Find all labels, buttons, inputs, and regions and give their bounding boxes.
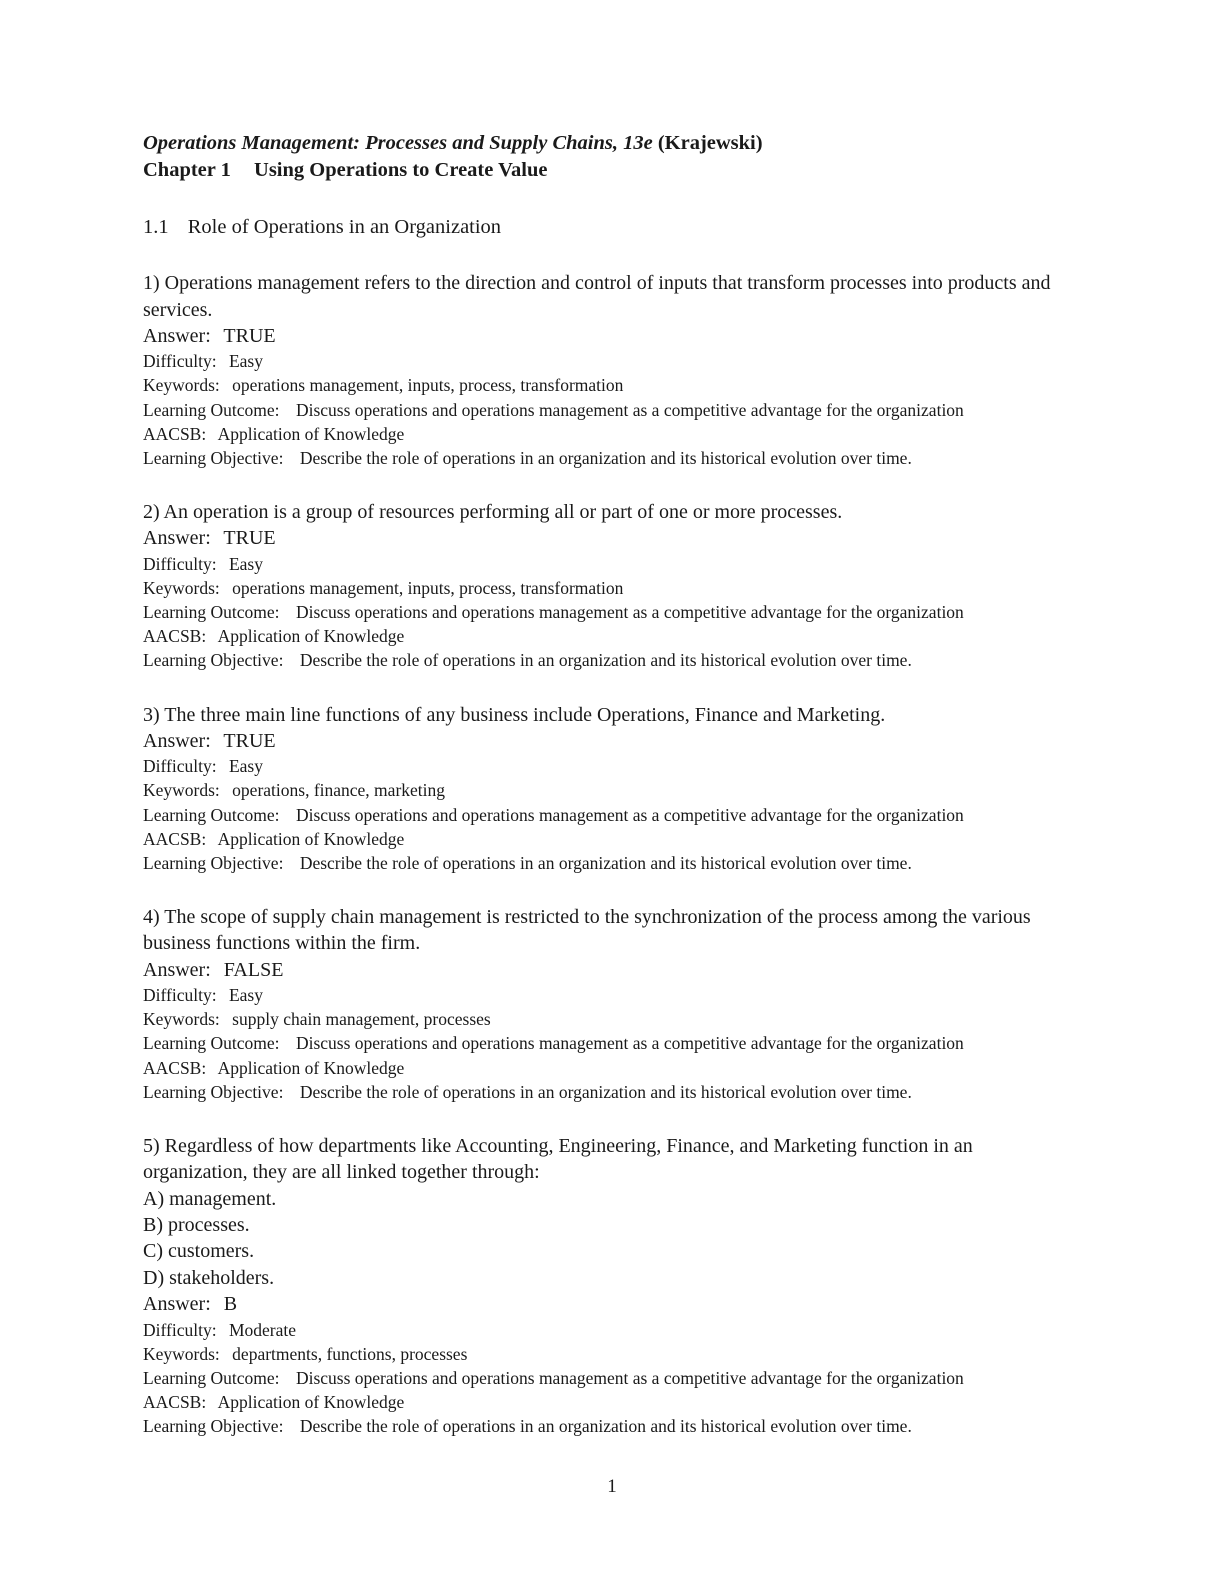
difficulty-value: Easy (228, 351, 263, 372)
learning-objective-value: Describe the role of operations in an organization and its historical evolution over time. (299, 1081, 912, 1102)
page-number: 1 (607, 1476, 617, 1497)
answer-label: Answer: (143, 324, 211, 347)
question-stem: 2) An operation is a group of resources performing all or part of one or more processes. (143, 501, 843, 524)
answer-value: FALSE (223, 958, 284, 981)
keywords-label: Keywords: (143, 1343, 220, 1364)
learning-objective-line (143, 1080, 1076, 1104)
choice-d: D) stakeholders. (143, 1266, 275, 1289)
aacsb-value: Application of Knowledge (217, 1392, 405, 1413)
answer-line (143, 323, 1076, 349)
learning-objective-line (143, 851, 1076, 875)
difficulty-line (143, 1318, 1076, 1342)
difficulty-label: Difficulty: (143, 553, 217, 574)
keywords-value: supply chain management, processes (232, 1009, 491, 1030)
aacsb-line (143, 624, 1076, 648)
learning-outcome-line (143, 1366, 1076, 1390)
question-block (143, 270, 1076, 470)
question-stem: 5) Regardless of how departments like Accounting, Engineering, Finance, and Marketing function in an organization, they are all linked together through: (143, 1134, 973, 1184)
learning-outcome-line (143, 398, 1076, 422)
aacsb-label: AACSB: (143, 1057, 207, 1078)
learning-outcome-label: Learning Outcome: (143, 399, 280, 420)
keywords-value: operations, finance, marketing (232, 780, 446, 801)
learning-objective-line (143, 446, 1076, 470)
question-stem: 1) Operations management refers to the direction and control of inputs that transform processes into products and services. (143, 272, 1051, 321)
learning-objective-label: Learning Objective: (143, 1081, 284, 1102)
section-title: Role of Operations in an Organization (187, 216, 502, 239)
difficulty-value: Easy (228, 553, 263, 574)
question-block (143, 904, 1076, 1104)
learning-objective-value: Describe the role of operations in an organization and its historical evolution over time. (299, 852, 912, 873)
aacsb-value: Application of Knowledge (217, 626, 405, 647)
choice-a: A) management. (143, 1187, 277, 1210)
choice-c: C) customers. (143, 1240, 255, 1263)
answer-line (143, 728, 1076, 754)
difficulty-line (143, 754, 1076, 778)
answer-value: TRUE (223, 324, 276, 347)
answer-line (143, 1291, 1076, 1317)
document-title-italic: Operations Management: Processes and Supply Chains, 13e (143, 132, 653, 154)
difficulty-line (143, 552, 1076, 576)
learning-outcome-value: Discuss operations and operations management as a competitive advantage for the organization (295, 804, 964, 825)
answer-line (143, 957, 1076, 983)
difficulty-label: Difficulty: (143, 1319, 217, 1340)
aacsb-line (143, 422, 1076, 446)
chapter-heading (143, 157, 1076, 184)
document-title-author: (Krajewski) (657, 132, 763, 154)
difficulty-value: Easy (228, 985, 263, 1006)
keywords-line (143, 576, 1076, 600)
answer-label: Answer: (143, 1293, 211, 1316)
difficulty-label: Difficulty: (143, 756, 217, 777)
learning-outcome-value: Discuss operations and operations management as a competitive advantage for the organization (295, 1367, 964, 1388)
learning-outcome-label: Learning Outcome: (143, 602, 280, 623)
keywords-line (143, 373, 1076, 397)
aacsb-line (143, 827, 1076, 851)
answer-label: Answer: (143, 729, 211, 752)
keywords-line (143, 1342, 1076, 1366)
section-heading (143, 214, 1076, 241)
question-stem: 3) The three main line functions of any business include Operations, Finance and Marketing. (143, 703, 886, 726)
learning-objective-label: Learning Objective: (143, 447, 284, 468)
aacsb-value: Application of Knowledge (217, 423, 405, 444)
learning-objective-value: Describe the role of operations in an organization and its historical evolution over time. (299, 650, 912, 671)
difficulty-line (143, 983, 1076, 1007)
keywords-label: Keywords: (143, 780, 220, 801)
learning-outcome-line (143, 600, 1076, 624)
answer-label: Answer: (143, 958, 211, 981)
learning-objective-line (143, 648, 1076, 672)
chapter-title: Using Operations to Create Value (254, 159, 548, 182)
chapter-number: Chapter 1 (143, 159, 231, 182)
choice-b: B) processes. (143, 1214, 250, 1237)
question-block (143, 1133, 1076, 1438)
learning-outcome-line (143, 803, 1076, 827)
answer-line (143, 525, 1076, 551)
difficulty-line (143, 349, 1076, 373)
section-number: 1.1 (143, 216, 169, 239)
learning-objective-label: Learning Objective: (143, 650, 284, 671)
learning-outcome-line (143, 1031, 1076, 1055)
keywords-label: Keywords: (143, 375, 220, 396)
keywords-value: departments, functions, processes (232, 1343, 468, 1364)
learning-outcome-value: Discuss operations and operations management as a competitive advantage for the organization (295, 399, 964, 420)
aacsb-value: Application of Knowledge (217, 1057, 405, 1078)
question-stem: 4) The scope of supply chain management is restricted to the synchronization of the process among the various business functions within the firm. (143, 905, 1031, 955)
difficulty-value: Easy (228, 756, 263, 777)
learning-outcome-value: Discuss operations and operations management as a competitive advantage for the organization (295, 1033, 964, 1054)
answer-value: TRUE (223, 729, 276, 752)
keywords-value: operations management, inputs, process, transformation (232, 375, 624, 396)
keywords-label: Keywords: (143, 1009, 220, 1030)
learning-outcome-label: Learning Outcome: (143, 804, 280, 825)
difficulty-value: Moderate (228, 1319, 296, 1340)
keywords-label: Keywords: (143, 577, 220, 598)
learning-objective-label: Learning Objective: (143, 1416, 284, 1437)
difficulty-label: Difficulty: (143, 351, 217, 372)
learning-outcome-label: Learning Outcome: (143, 1033, 280, 1054)
learning-outcome-value: Discuss operations and operations management as a competitive advantage for the organization (295, 602, 964, 623)
answer-value: B (223, 1293, 238, 1316)
learning-objective-value: Describe the role of operations in an organization and its historical evolution over time. (299, 447, 912, 468)
aacsb-value: Application of Knowledge (217, 828, 405, 849)
learning-outcome-label: Learning Outcome: (143, 1367, 280, 1388)
aacsb-line (143, 1056, 1076, 1080)
document-title (143, 130, 1076, 157)
aacsb-label: AACSB: (143, 1392, 207, 1413)
answer-label: Answer: (143, 527, 211, 550)
answer-value: TRUE (223, 527, 276, 550)
learning-objective-value: Describe the role of operations in an organization and its historical evolution over time. (299, 1416, 912, 1437)
aacsb-label: AACSB: (143, 828, 207, 849)
keywords-line (143, 778, 1076, 802)
aacsb-label: AACSB: (143, 423, 207, 444)
aacsb-line (143, 1390, 1076, 1414)
question-block (143, 702, 1076, 875)
question-block (143, 499, 1076, 672)
keywords-line (143, 1007, 1076, 1031)
keywords-value: operations management, inputs, process, transformation (232, 577, 624, 598)
difficulty-label: Difficulty: (143, 985, 217, 1006)
learning-objective-label: Learning Objective: (143, 852, 284, 873)
learning-objective-line (143, 1414, 1076, 1438)
aacsb-label: AACSB: (143, 626, 207, 647)
